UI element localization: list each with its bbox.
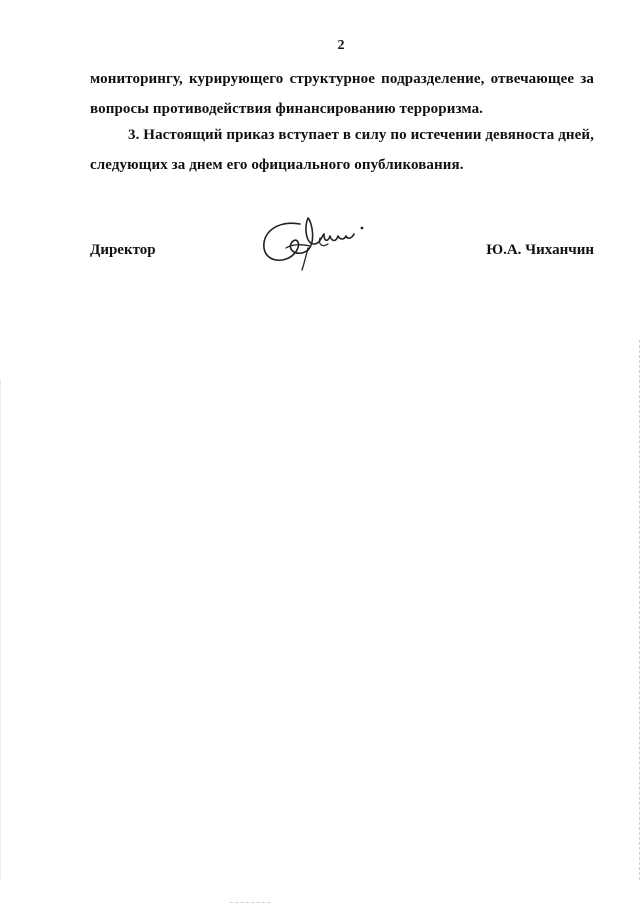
scan-edge-artifact	[230, 901, 270, 903]
signature-block	[90, 240, 594, 280]
paragraph-line: вопросы противодействия финансированию терроризма.	[90, 101, 484, 117]
paragraph-line: мониторингу, курирующего структурное подразделение, отвечающее за	[90, 71, 594, 87]
signatory-title: Директор	[90, 242, 156, 258]
signatory-name: Ю.А. Чиханчин	[486, 242, 594, 258]
paragraph-line: следующих за днем его официального опубликования.	[90, 157, 464, 173]
scan-edge-artifact	[0, 380, 2, 880]
paragraph-line: 3. Настоящий приказ вступает в силу по истечении девяноста дней,	[128, 127, 594, 143]
page-number: 2	[337, 38, 345, 53]
paragraph-effective-date	[90, 120, 594, 180]
handwritten-signature	[258, 214, 370, 272]
paragraph-monitoring	[90, 64, 594, 124]
